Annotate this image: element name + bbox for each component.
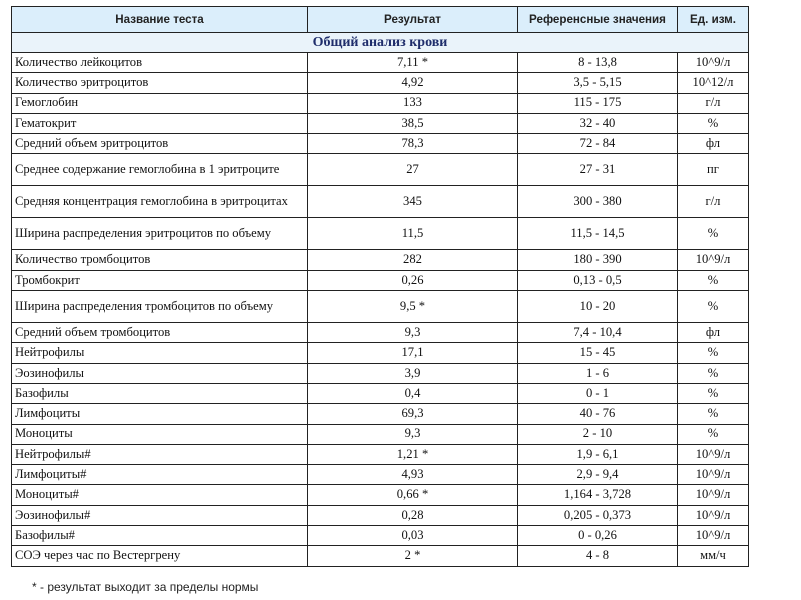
result-cell: 11,5 (308, 218, 518, 250)
table-row (12, 546, 749, 566)
result-cell: 282 (308, 250, 518, 270)
table-row (12, 343, 749, 363)
table-row (12, 323, 749, 343)
unit-cell: г/л (678, 186, 749, 218)
reference-range-cell: 7,4 - 10,4 (518, 323, 678, 343)
result-cell: 38,5 (308, 113, 518, 133)
result-cell: 0,4 (308, 383, 518, 403)
unit-cell: 10^9/л (678, 250, 749, 270)
result-cell: 3,9 (308, 363, 518, 383)
reference-range-cell: 72 - 84 (518, 134, 678, 154)
result-cell: 2 * (308, 546, 518, 566)
result-cell: 9,5 * (308, 291, 518, 323)
table-row (12, 505, 749, 525)
unit-cell: % (678, 270, 749, 290)
unit-cell: мм/ч (678, 546, 749, 566)
result-cell: 0,66 * (308, 485, 518, 505)
table-header-row (12, 7, 749, 33)
reference-range-cell: 115 - 175 (518, 93, 678, 113)
section-title: Общий анализ крови (12, 33, 749, 53)
unit-cell: 10^9/л (678, 526, 749, 546)
test-name-cell: Тромбокрит (12, 270, 308, 290)
result-cell: 0,03 (308, 526, 518, 546)
table-row (12, 53, 749, 73)
test-name-cell: Эозинофилы# (12, 505, 308, 525)
unit-cell: % (678, 218, 749, 250)
test-name-cell: Эозинофилы (12, 363, 308, 383)
test-name-cell: Средний объем тромбоцитов (12, 323, 308, 343)
test-name-cell: Нейтрофилы# (12, 444, 308, 464)
table-row (12, 485, 749, 505)
test-name-cell: Ширина распределения тромбоцитов по объему (12, 291, 308, 323)
table-row (12, 113, 749, 133)
header-unit: Ед. изм. (678, 7, 749, 33)
table-row (12, 444, 749, 464)
test-name-cell: Гематокрит (12, 113, 308, 133)
test-name-cell: Количество лейкоцитов (12, 53, 308, 73)
unit-cell: г/л (678, 93, 749, 113)
results-table (11, 6, 749, 567)
table-row (12, 93, 749, 113)
result-cell: 69,3 (308, 404, 518, 424)
reference-range-cell: 180 - 390 (518, 250, 678, 270)
results-body (12, 33, 749, 567)
reference-range-cell: 0,13 - 0,5 (518, 270, 678, 290)
test-name-cell: Моноциты (12, 424, 308, 444)
unit-cell: 10^12/л (678, 73, 749, 93)
reference-range-cell: 0,205 - 0,373 (518, 505, 678, 525)
test-name-cell: СОЭ через час по Вестергрену (12, 546, 308, 566)
header-reference: Референсные значения (518, 7, 678, 33)
unit-cell: 10^9/л (678, 53, 749, 73)
reference-range-cell: 0 - 1 (518, 383, 678, 403)
reference-range-cell: 32 - 40 (518, 113, 678, 133)
test-name-cell: Количество тромбоцитов (12, 250, 308, 270)
table-row (12, 465, 749, 485)
table-row (12, 250, 749, 270)
section-row (12, 33, 749, 53)
unit-cell: % (678, 363, 749, 383)
test-name-cell: Лимфоциты (12, 404, 308, 424)
table-row (12, 424, 749, 444)
unit-cell: 10^9/л (678, 485, 749, 505)
reference-range-cell: 11,5 - 14,5 (518, 218, 678, 250)
table-row (12, 291, 749, 323)
unit-cell: % (678, 113, 749, 133)
unit-cell: фл (678, 134, 749, 154)
table-row (12, 383, 749, 403)
header-test-name: Название теста (12, 7, 308, 33)
unit-cell: фл (678, 323, 749, 343)
result-cell: 7,11 * (308, 53, 518, 73)
test-name-cell: Средний объем эритроцитов (12, 134, 308, 154)
result-cell: 78,3 (308, 134, 518, 154)
reference-range-cell: 10 - 20 (518, 291, 678, 323)
reference-range-cell: 4 - 8 (518, 546, 678, 566)
unit-cell: % (678, 383, 749, 403)
test-name-cell: Лимфоциты# (12, 465, 308, 485)
unit-cell: % (678, 424, 749, 444)
test-name-cell: Моноциты# (12, 485, 308, 505)
reference-range-cell: 1,164 - 3,728 (518, 485, 678, 505)
result-cell: 0,26 (308, 270, 518, 290)
table-row (12, 270, 749, 290)
reference-range-cell: 2,9 - 9,4 (518, 465, 678, 485)
result-cell: 1,21 * (308, 444, 518, 464)
table-row (12, 186, 749, 218)
test-name-cell: Базофилы (12, 383, 308, 403)
test-name-cell: Нейтрофилы (12, 343, 308, 363)
header-result: Результат (308, 7, 518, 33)
reference-range-cell: 8 - 13,8 (518, 53, 678, 73)
table-row (12, 73, 749, 93)
table-row (12, 154, 749, 186)
result-cell: 9,3 (308, 323, 518, 343)
unit-cell: 10^9/л (678, 505, 749, 525)
footnote: * - результат выходит за пределы нормы (32, 580, 259, 594)
table-row (12, 363, 749, 383)
reference-range-cell: 2 - 10 (518, 424, 678, 444)
result-cell: 27 (308, 154, 518, 186)
test-name-cell: Базофилы# (12, 526, 308, 546)
result-cell: 4,93 (308, 465, 518, 485)
unit-cell: 10^9/л (678, 465, 749, 485)
table-row (12, 526, 749, 546)
result-cell: 345 (308, 186, 518, 218)
reference-range-cell: 15 - 45 (518, 343, 678, 363)
reference-range-cell: 1,9 - 6,1 (518, 444, 678, 464)
result-cell: 17,1 (308, 343, 518, 363)
unit-cell: % (678, 291, 749, 323)
table-row (12, 218, 749, 250)
test-name-cell: Ширина распределения эритроцитов по объему (12, 218, 308, 250)
reference-range-cell: 300 - 380 (518, 186, 678, 218)
result-cell: 0,28 (308, 505, 518, 525)
unit-cell: 10^9/л (678, 444, 749, 464)
unit-cell: % (678, 343, 749, 363)
table-row (12, 134, 749, 154)
reference-range-cell: 27 - 31 (518, 154, 678, 186)
result-cell: 9,3 (308, 424, 518, 444)
test-name-cell: Гемоглобин (12, 93, 308, 113)
reference-range-cell: 40 - 76 (518, 404, 678, 424)
reference-range-cell: 3,5 - 5,15 (518, 73, 678, 93)
test-name-cell: Среднее содержание гемоглобина в 1 эритроците (12, 154, 308, 186)
result-cell: 133 (308, 93, 518, 113)
test-name-cell: Количество эритроцитов (12, 73, 308, 93)
result-cell: 4,92 (308, 73, 518, 93)
unit-cell: % (678, 404, 749, 424)
reference-range-cell: 1 - 6 (518, 363, 678, 383)
unit-cell: пг (678, 154, 749, 186)
reference-range-cell: 0 - 0,26 (518, 526, 678, 546)
table-row (12, 404, 749, 424)
test-name-cell: Средняя концентрация гемоглобина в эритроцитах (12, 186, 308, 218)
